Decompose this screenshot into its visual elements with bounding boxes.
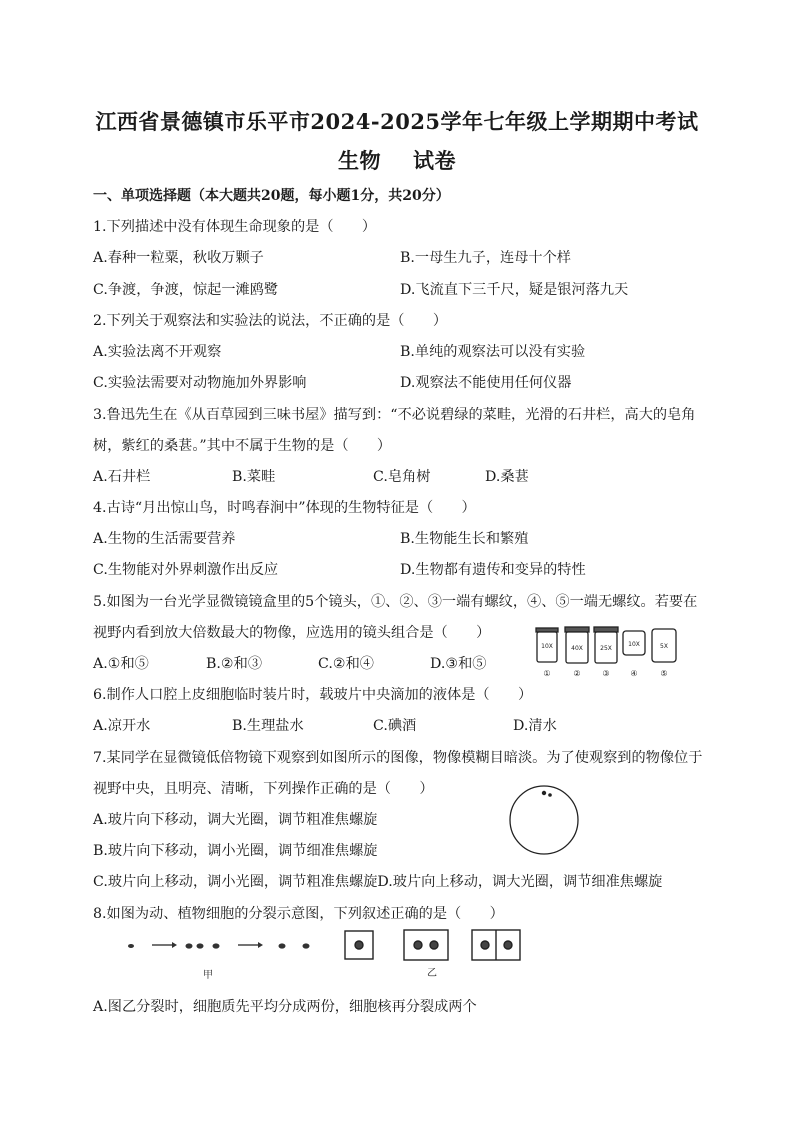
q6-stem: 6.制作人口腔上皮细胞临时装片时，载玻片中央滴加的液体是（ ） [93,687,533,703]
q4-option-d: D.生物都有遗传和变异的特性 [400,562,586,578]
animal-cell-sequence [128,942,310,949]
q5-option-b: B.②和③ [206,656,263,672]
q2-stem: 2.下列关于观察法和实验法的说法，不正确的是（ ） [93,313,448,329]
q7-stem-line2: 视野中央，且明亮、清晰，下列操作正确的是（ ） [93,781,434,797]
q5-option-a: A.①和⑤ [93,656,149,672]
lens-1-label: 10X [541,643,553,650]
q8-option-a: A.图乙分裂时，细胞质先平均分成两份，细胞核再分裂成两个 [93,999,477,1015]
q3-option-a: A.石井栏 [93,469,151,485]
subject-label: 生物 [338,148,381,173]
lens-5-label: 5X [660,643,668,650]
q6-option-b: B.生理盐水 [232,718,304,734]
lens-3-num: ③ [602,669,610,678]
q3-option-b: B.菜畦 [232,469,276,485]
q1-option-a: A.春种一粒粟，秋收万颗子 [93,250,264,266]
q3-option-c: C.皂角树 [373,469,431,485]
q5-option-d: D.③和⑤ [430,656,487,672]
label-yi: 乙 [427,968,437,979]
q4-option-c: C.生物能对外界刺激作出反应 [93,562,279,578]
exam-subtitle [0,145,794,175]
lens-3 [594,627,618,678]
lens-4-label: 10X [628,641,640,648]
lens-figure [530,624,690,682]
lens-4 [623,631,645,678]
q1-option-b: B.一母生九子，连母十个样 [400,250,571,266]
q2-option-a: A.实验法离不开观察 [93,344,222,360]
paper-label: 试卷 [413,148,456,173]
q6-option-d: D.清水 [513,718,557,734]
lens-1 [536,628,558,678]
q4-stem: 4.古诗“月出惊山鸟，时鸣春涧中”体现的生物特征是（ ） [93,500,476,516]
q6-option-a: A.凉开水 [93,718,151,734]
lens-1-num: ① [543,669,551,678]
q7-stem-line1: 7.某同学在显微镜低倍物镜下观察到如图所示的图像，物像模糊目暗淡。为了使观察到的物像位于 [93,750,703,766]
q3-option-d: D.桑葚 [485,469,529,485]
q1-option-d: D.飞流直下三千尺，疑是银河落九天 [400,282,629,298]
label-jia: 甲 [203,970,213,981]
q8-stem: 8.如图为动、植物细胞的分裂示意图，下列叙述正确的是（ ） [93,906,504,922]
lens-2 [565,627,589,678]
lens-2-num: ② [573,669,581,678]
q6-option-c: C.碘酒 [373,718,417,734]
q5-stem-line2: 视野内看到放大倍数最大的物像，应选用的镜头组合是（ ） [93,625,491,641]
q3-stem-line1: 3.鲁迅先生在《从百草园到三味书屋》描写到：“不必说碧绿的菜畦，光滑的石井栏，高大的皂角 [93,407,696,423]
lens-4-num: ④ [630,669,638,678]
exam-title: 江西省景德镇市乐平市2024-2025学年七年级上学期期中考试 [95,109,699,134]
q2-option-b: B.单纯的观察法可以没有实验 [400,344,586,360]
q7-option-b: B.玻片向下移动，调小光圈，调节细准焦螺旋 [93,843,378,859]
field-of-view-figure [508,784,580,856]
lens-2-label: 40X [571,645,583,652]
plant-cell-sequence [345,930,520,960]
q5-option-c: C.②和④ [318,656,374,672]
cell-division-figure [120,926,530,982]
section-heading: 一、单项选择题（本大题共20题，每小题1分，共20分） [93,188,450,204]
q2-option-d: D.观察法不能使用任何仪器 [400,375,572,391]
q4-option-a: A.生物的生活需要营养 [93,531,236,547]
q3-stem-line2: 树，紫红的桑葚。”其中不属于生物的是（ ） [93,438,392,454]
lens-5 [652,629,676,678]
lens-3-label: 25X [600,645,612,652]
q4-option-b: B.生物能生长和繁殖 [400,531,529,547]
q1-option-c: C.争渡，争渡，惊起一滩鸥鹭 [93,282,279,298]
q1-stem: 1.下列描述中没有体现生命现象的是（ ） [93,219,377,235]
q2-option-c: C.实验法需要对动物施加外界影响 [93,375,307,391]
lens-5-num: ⑤ [660,669,668,678]
q7-option-a: A.玻片向下移动，调大光圈，调节粗准焦螺旋 [93,812,378,828]
q5-stem-line1: 5.如图为一台光学显微镜镜盒里的5个镜头，①、②、③一端有螺纹，④、⑤一端无螺纹。若要在 [93,594,698,610]
q7-option-cd: C.玻片向上移动，调小光圈，调节粗准焦螺旋D.玻片向上移动，调大光圈，调节细准焦螺旋 [93,874,663,890]
